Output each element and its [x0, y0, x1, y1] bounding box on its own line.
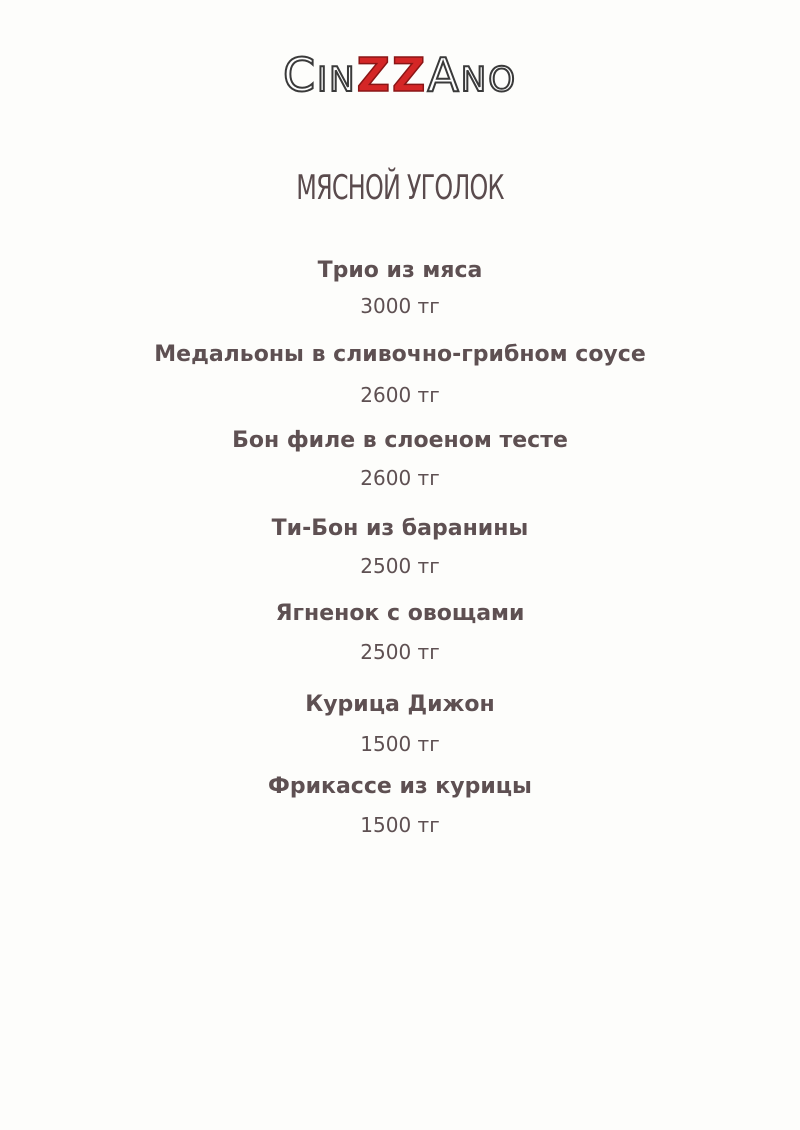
menu-item-price: 2500 тг: [360, 554, 440, 578]
logo-letters-in: IN: [317, 60, 357, 100]
menu-item-name: Курица Дижон: [305, 692, 495, 717]
menu-item-name: Ти-Бон из баранины: [271, 516, 529, 541]
menu-item-price: 2600 тг: [360, 466, 440, 490]
menu-item-price: 3000 тг: [360, 294, 440, 318]
menu-item-price: 2600 тг: [360, 383, 440, 407]
menu-item-price: 2500 тг: [360, 640, 440, 664]
menu-item-name: Бон филе в слоеном тесте: [232, 428, 568, 453]
menu-item-price: 1500 тг: [360, 813, 440, 837]
section-title: МЯСНОЙ УГОЛОК: [296, 168, 504, 208]
logo-letter-a: A: [427, 48, 461, 102]
menu-item-name: Медальоны в сливочно-грибном соусе: [154, 342, 646, 367]
logo-letters-zz: ZZ: [356, 48, 428, 102]
logo-letters-no: NO: [460, 60, 517, 100]
restaurant-logo: [0, 48, 800, 102]
menu-item-name: Ягненок с овощами: [275, 601, 525, 626]
menu-item-price: 1500 тг: [360, 732, 440, 756]
menu-item-name: Трио из мяса: [317, 258, 483, 283]
logo-letter-c: C: [283, 48, 318, 102]
menu-item-name: Фрикассе из курицы: [268, 774, 532, 799]
